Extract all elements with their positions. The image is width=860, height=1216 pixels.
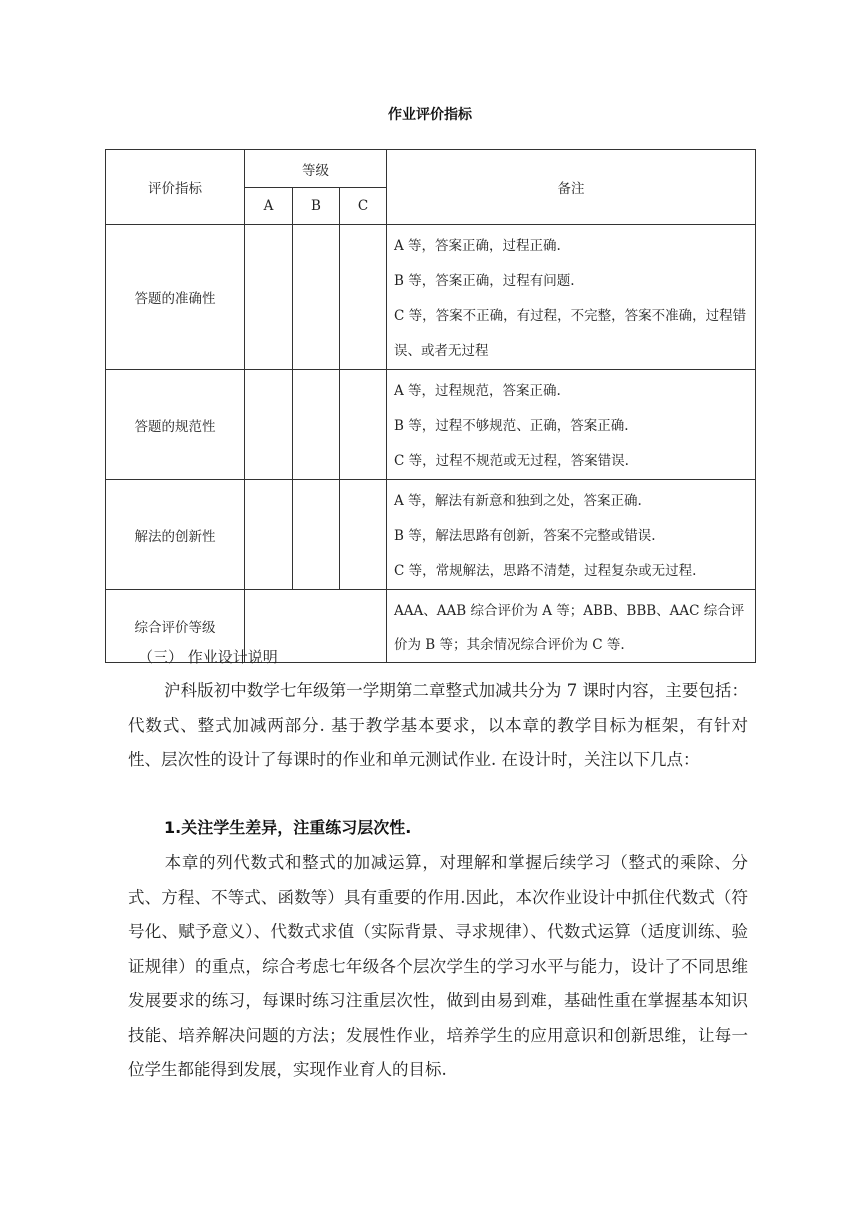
evaluation-table [105, 149, 756, 663]
page-title: 作业评价指标 [388, 107, 472, 123]
table-row [106, 480, 756, 590]
grade-a-cell [245, 480, 293, 590]
grade-b-cell [293, 370, 340, 480]
row-indicator: 答题的规范性 [106, 370, 245, 480]
note-line: C 等，常规解法，思路不清楚，过程复杂或无过程. [394, 563, 697, 579]
summary-notes [387, 590, 756, 663]
note-line: A 等，解法有新意和独到之处，答案正确. [394, 493, 642, 509]
row-notes [387, 370, 756, 480]
header-grade-b: B [293, 188, 340, 225]
paragraph-intro [128, 674, 748, 778]
section-heading: （三） 作业设计说明 [138, 648, 278, 666]
paragraph-body [128, 846, 748, 1088]
header-grade-c: C [340, 188, 387, 225]
summary-indicator: 综合评价等级 [106, 590, 245, 663]
header-indicator: 评价指标 [106, 150, 245, 225]
row-indicator: 解法的创新性 [106, 480, 245, 590]
table-header-row [106, 150, 756, 188]
header-grade-a: A [245, 188, 293, 225]
note-line: A 等，答案正确，过程正确. [394, 238, 561, 254]
grade-b-cell [293, 225, 340, 370]
summary-notes-text: AAA、AAB 综合评价为 A 等；ABB、BBB、AAC 综合评价为 B 等；其余情况综合评价为 C 等. [394, 603, 745, 653]
row-indicator: 答题的准确性 [106, 225, 245, 370]
grade-c-cell [340, 370, 387, 480]
grade-a-cell [245, 225, 293, 370]
subsection-heading: 1.关注学生差异，注重练习层次性. [164, 818, 412, 837]
row-notes [387, 480, 756, 590]
table-row [106, 225, 756, 370]
table-row [106, 370, 756, 480]
paragraph-body-text: 本章的列代数式和整式的加减运算，对理解和掌握后续学习（整式的乘除、分式、方程、不等式、函数等）具有重要的作用.因此，本次作业设计中抓住代数式（符号化、赋予意义）、代数式求值（实际背景、寻求规律）、代数式运算（适度训练、验证规律）的重点，综合考虑七年级各个层次学生的学习水平与能力，设计了不同思维发展要求的练习，每课时练习注重层次性，做到由易到难，基础性重在掌握基本知识技能、培养解决问题的方法；发展性作业，培养学生的应用意识和创新思维，让每一位学生都能得到发展，实现作业育人的目标. [128, 853, 748, 1079]
header-grade: 等级 [245, 150, 387, 188]
grade-c-cell [340, 225, 387, 370]
row-notes [387, 225, 756, 370]
grade-c-cell [340, 480, 387, 590]
grade-b-cell [293, 480, 340, 590]
note-line: B 等，解法思路有创新，答案不完整或错误. [394, 528, 656, 544]
paragraph-intro-text: 沪科版初中数学七年级第一学期第二章整式加减共分为 7 课时内容，主要包括：代数式、整式加减两部分. 基于教学基本要求，以本章的教学目标为框架，有针对性、层次性的设计了每课时的作业和单元测试作业. 在设计时，关注以下几点： [128, 681, 748, 769]
note-line: B 等，过程不够规范、正确，答案正确. [394, 418, 629, 434]
note-line: C 等，答案不正确，有过程，不完整，答案不准确，过程错误、或者无过程 [394, 308, 747, 359]
grade-a-cell [245, 370, 293, 480]
header-notes: 备注 [387, 150, 756, 225]
note-line: C 等，过程不规范或无过程，答案错误. [394, 453, 629, 469]
note-line: B 等，答案正确，过程有问题. [394, 273, 575, 289]
note-line: A 等，过程规范，答案正确. [394, 383, 561, 399]
